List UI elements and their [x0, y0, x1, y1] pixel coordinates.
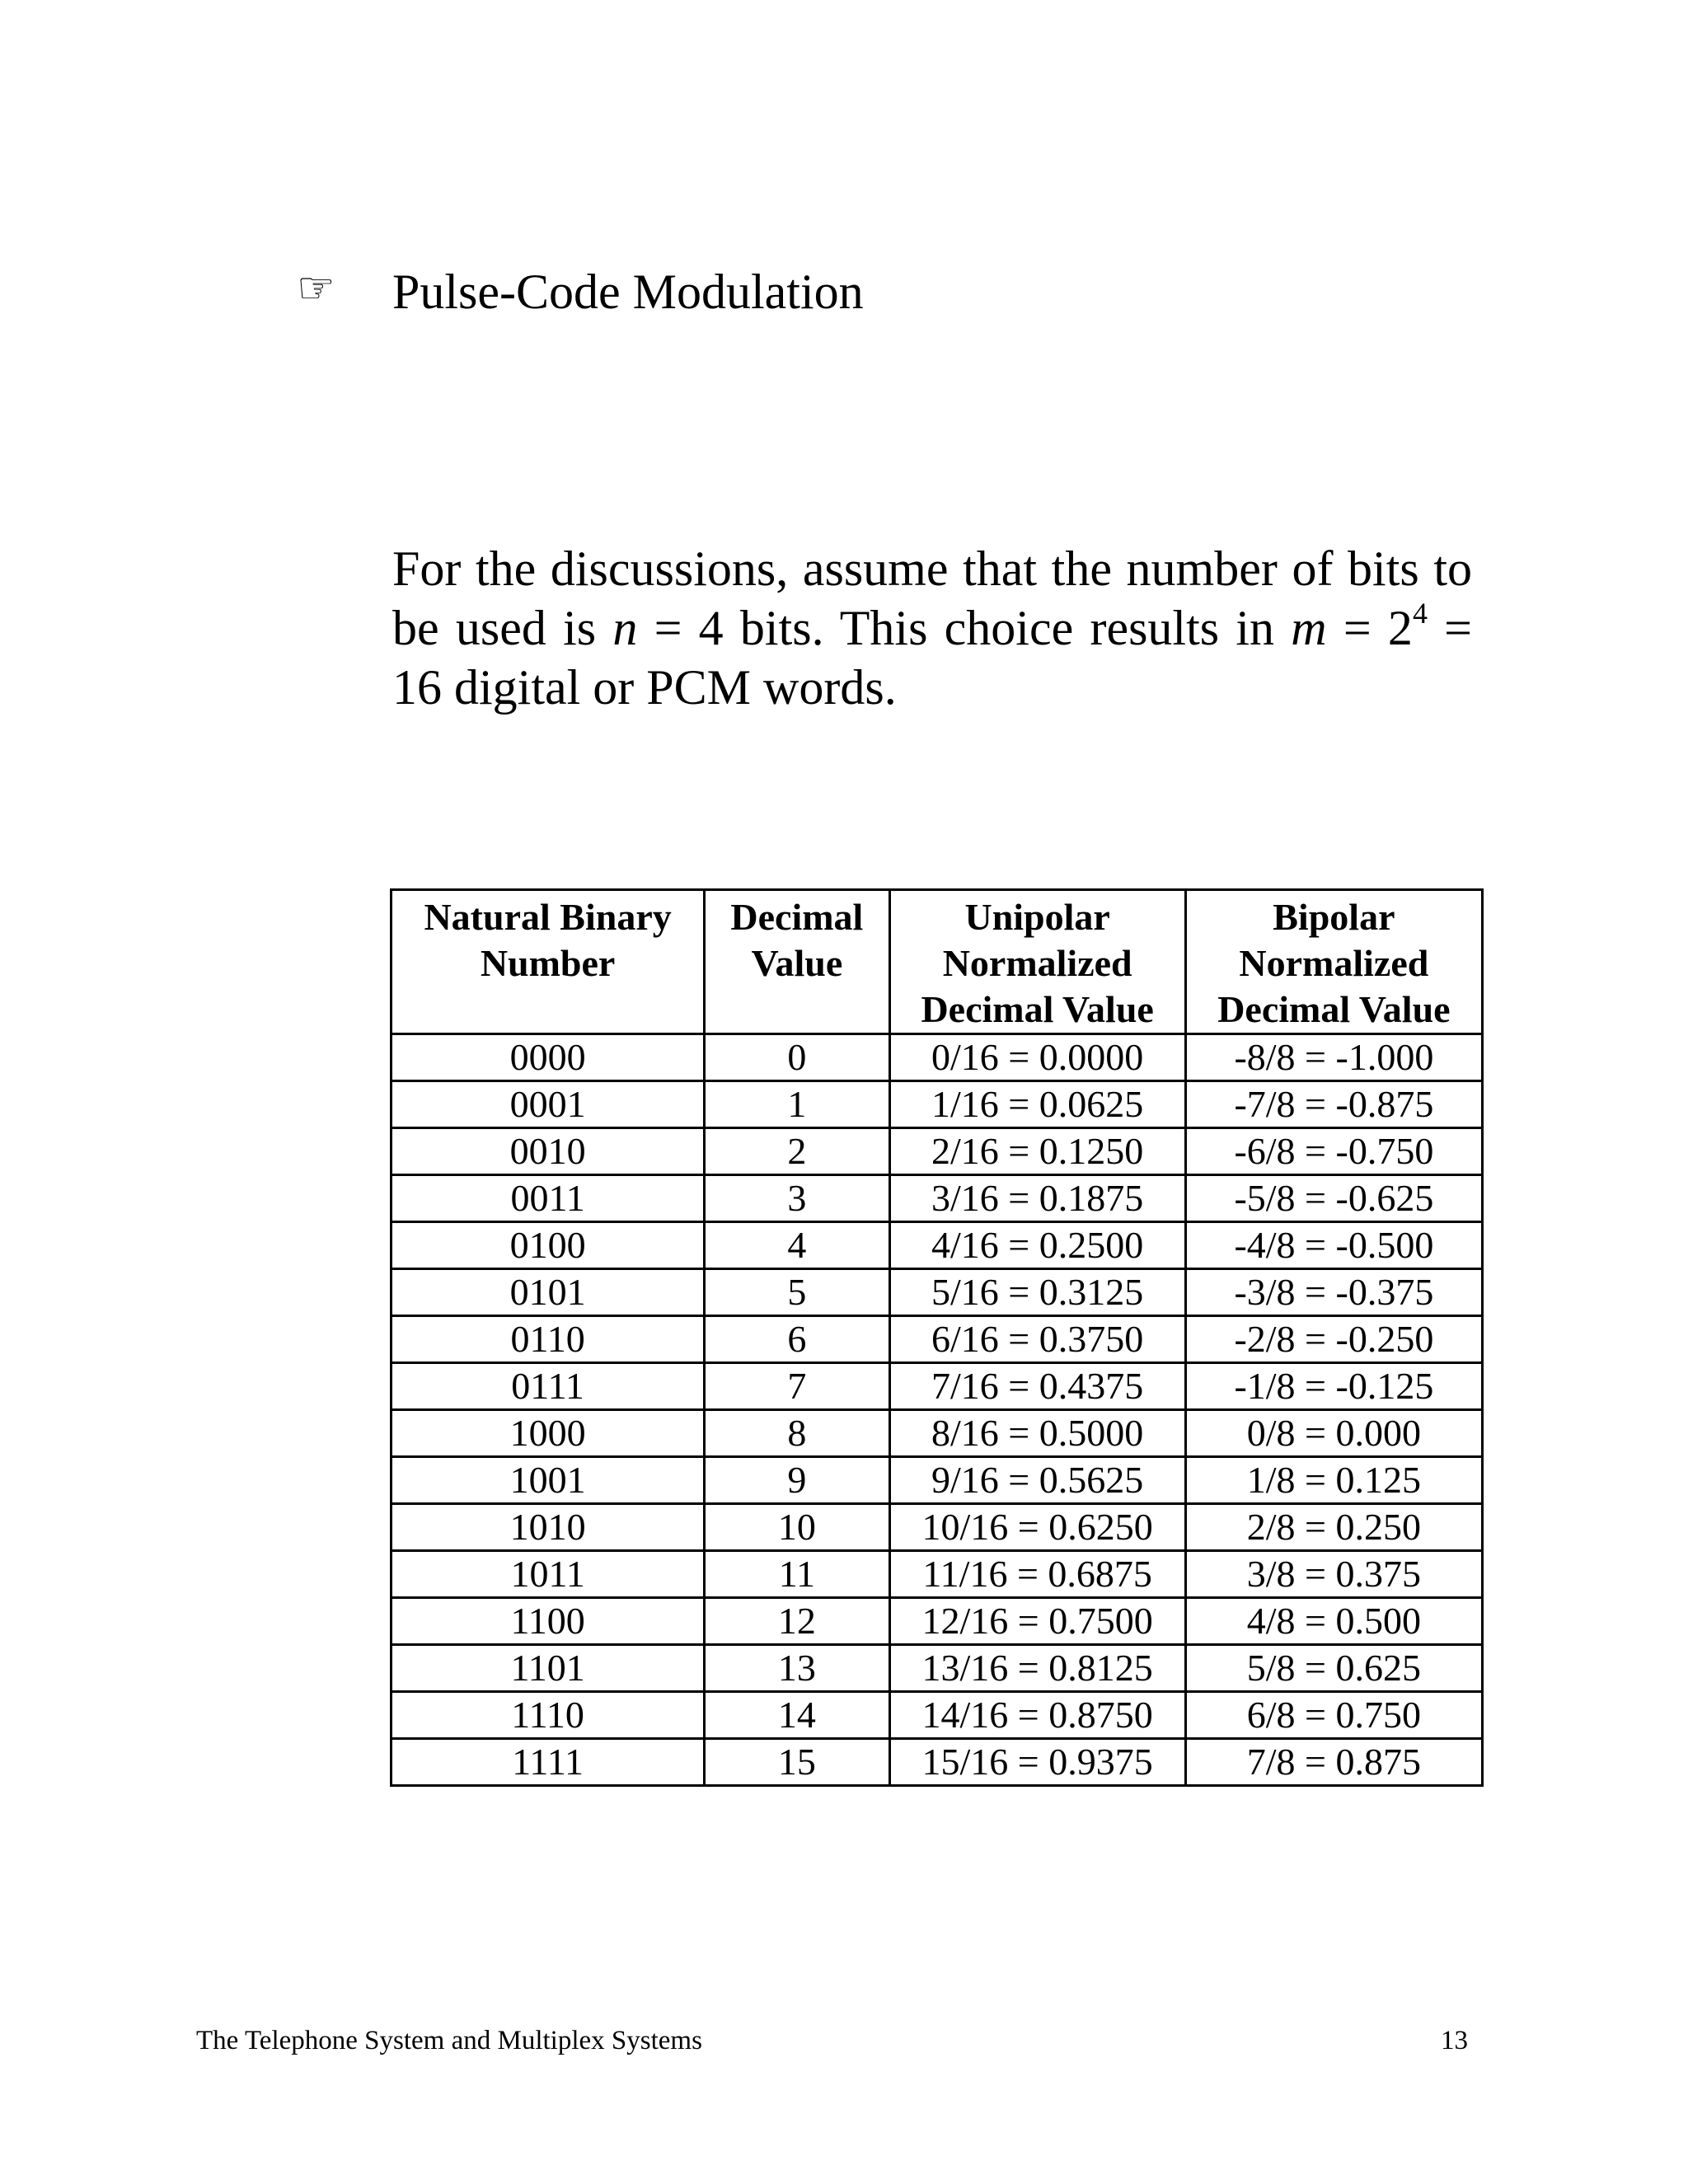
column-header-line: Unipolar — [964, 896, 1110, 938]
column-header-line: Decimal — [730, 896, 864, 938]
table-cell: 15/16 = 0.9375 — [889, 1739, 1185, 1786]
table-cell: 0101 — [392, 1269, 705, 1316]
table-cell: 1001 — [392, 1457, 705, 1504]
table-row — [392, 1551, 1483, 1598]
table-cell: 0010 — [392, 1128, 705, 1175]
table-cell: 2 — [705, 1128, 889, 1175]
table-cell: -4/8 = -0.500 — [1185, 1222, 1482, 1269]
table-cell: 1/8 = 0.125 — [1185, 1457, 1482, 1504]
column-header — [889, 890, 1185, 1034]
table-cell: 1 — [705, 1081, 889, 1128]
paragraph-text: = 4 bits. This choice results in — [637, 601, 1292, 655]
table-row — [392, 1739, 1483, 1786]
table-cell: 15 — [705, 1739, 889, 1786]
table-row — [392, 1175, 1483, 1222]
table-cell: 3/8 = 0.375 — [1185, 1551, 1482, 1598]
page-number: 13 — [1441, 2026, 1468, 2055]
table-cell: 7 — [705, 1363, 889, 1410]
table-cell: 6/8 = 0.750 — [1185, 1692, 1482, 1739]
table-cell: 0001 — [392, 1081, 705, 1128]
table-cell: 0/16 = 0.0000 — [889, 1034, 1185, 1081]
table-cell: 4 — [705, 1222, 889, 1269]
pointing-hand-icon: ☞ — [297, 264, 335, 313]
table-cell: 1100 — [392, 1598, 705, 1645]
table-cell: 0000 — [392, 1034, 705, 1081]
table-cell: -3/8 = -0.375 — [1185, 1269, 1482, 1316]
table-cell: 4/16 = 0.2500 — [889, 1222, 1185, 1269]
table-cell: 6/16 = 0.3750 — [889, 1316, 1185, 1363]
paragraph-text: = 2 — [1326, 601, 1413, 655]
table-cell: 14 — [705, 1692, 889, 1739]
column-header — [705, 890, 889, 1034]
table-cell: 0110 — [392, 1316, 705, 1363]
intro-paragraph — [392, 539, 1472, 717]
section-heading: Pulse-Code Modulation — [392, 265, 864, 319]
table-cell: 0/8 = 0.000 — [1185, 1410, 1482, 1457]
table-row — [392, 1645, 1483, 1692]
table-row — [392, 1034, 1483, 1081]
table-row — [392, 1504, 1483, 1551]
table-cell: 5/8 = 0.625 — [1185, 1645, 1482, 1692]
table-cell: 1101 — [392, 1645, 705, 1692]
table-cell: 9/16 = 0.5625 — [889, 1457, 1185, 1504]
table-cell: 0 — [705, 1034, 889, 1081]
table-cell: 7/8 = 0.875 — [1185, 1739, 1482, 1786]
column-header — [1185, 890, 1482, 1034]
table-cell: 5/16 = 0.3125 — [889, 1269, 1185, 1316]
column-header-line: Normalized — [1239, 942, 1429, 984]
table-cell: -6/8 = -0.750 — [1185, 1128, 1482, 1175]
table-cell: 10/16 = 0.6250 — [889, 1504, 1185, 1551]
table-cell: 13/16 = 0.8125 — [889, 1645, 1185, 1692]
column-header-line: Value — [751, 942, 843, 984]
table-cell: 1110 — [392, 1692, 705, 1739]
pcm-code-table — [390, 888, 1484, 1787]
paragraph-text: For the discussions, assume that the number of bits to be used is — [392, 541, 1472, 655]
table-cell: 3 — [705, 1175, 889, 1222]
table-cell: 1011 — [392, 1551, 705, 1598]
table-cell: 3/16 = 0.1875 — [889, 1175, 1185, 1222]
table-cell: 2/16 = 0.1250 — [889, 1128, 1185, 1175]
table-row — [392, 1081, 1483, 1128]
table-body — [392, 1034, 1483, 1786]
table-cell: -2/8 = -0.250 — [1185, 1316, 1482, 1363]
table-row — [392, 1410, 1483, 1457]
table-cell: 9 — [705, 1457, 889, 1504]
table-row — [392, 1128, 1483, 1175]
table-cell: 4/8 = 0.500 — [1185, 1598, 1482, 1645]
table-cell: -5/8 = -0.625 — [1185, 1175, 1482, 1222]
table-cell: 7/16 = 0.4375 — [889, 1363, 1185, 1410]
table-row — [392, 1457, 1483, 1504]
table-cell: 1000 — [392, 1410, 705, 1457]
variable-m: m — [1291, 601, 1327, 655]
table-row — [392, 1316, 1483, 1363]
table-row — [392, 1269, 1483, 1316]
column-header-line: Natural Binary — [424, 896, 672, 938]
column-header — [392, 890, 705, 1034]
table-header-row — [392, 890, 1483, 1034]
table-row — [392, 1598, 1483, 1645]
table-cell: 12 — [705, 1598, 889, 1645]
table-cell: -1/8 = -0.125 — [1185, 1363, 1482, 1410]
table-cell: 1111 — [392, 1739, 705, 1786]
paragraph-text: = 16 digital or PCM words. — [392, 601, 1473, 715]
table-cell: 1010 — [392, 1504, 705, 1551]
column-header-line: Decimal Value — [921, 988, 1154, 1030]
table-cell: 0100 — [392, 1222, 705, 1269]
table-cell: 13 — [705, 1645, 889, 1692]
column-header-line: Bipolar — [1273, 896, 1395, 938]
table-cell: 8 — [705, 1410, 889, 1457]
column-header-line: Number — [480, 942, 616, 984]
table-cell: 14/16 = 0.8750 — [889, 1692, 1185, 1739]
table-cell: 6 — [705, 1316, 889, 1363]
table-cell: 12/16 = 0.7500 — [889, 1598, 1185, 1645]
table-cell: 11/16 = 0.6875 — [889, 1551, 1185, 1598]
table-cell: -7/8 = -0.875 — [1185, 1081, 1482, 1128]
table-cell: 8/16 = 0.5000 — [889, 1410, 1185, 1457]
column-header-line: Decimal Value — [1217, 988, 1451, 1030]
table-cell: 5 — [705, 1269, 889, 1316]
table-cell: 0011 — [392, 1175, 705, 1222]
exponent: 4 — [1412, 597, 1428, 630]
table-cell: 10 — [705, 1504, 889, 1551]
table-row — [392, 1222, 1483, 1269]
footer-title: The Telephone System and Multiplex Systems — [196, 2026, 702, 2055]
variable-n: n — [612, 601, 638, 655]
table-cell: 0111 — [392, 1363, 705, 1410]
table-cell: -8/8 = -1.000 — [1185, 1034, 1482, 1081]
table-cell: 2/8 = 0.250 — [1185, 1504, 1482, 1551]
table-cell: 11 — [705, 1551, 889, 1598]
table-row — [392, 1692, 1483, 1739]
table-cell: 1/16 = 0.0625 — [889, 1081, 1185, 1128]
column-header-line: Normalized — [942, 942, 1132, 984]
table-row — [392, 1363, 1483, 1410]
